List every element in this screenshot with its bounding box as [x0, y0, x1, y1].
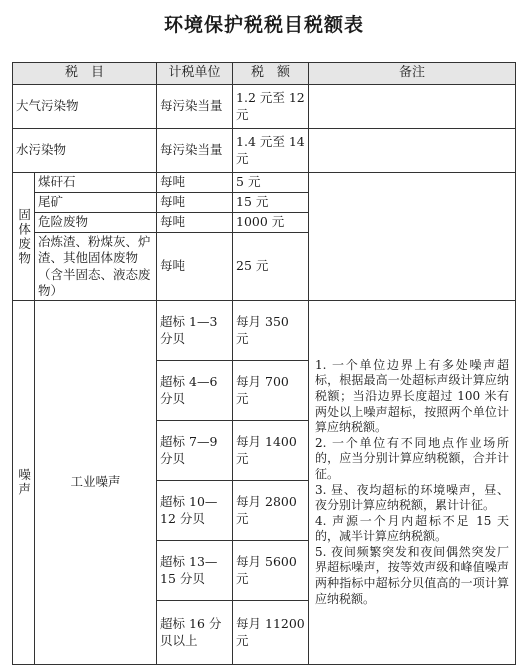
noise-unit: 超标 13—15 分贝 [157, 541, 233, 601]
noise-unit: 超标 10—12 分贝 [157, 481, 233, 541]
solid-unit: 每吨 [157, 213, 233, 233]
note-item: 3. 昼、夜均超标的环境噪声，昼、夜分别计算应纳税额，累计计征。 [315, 482, 510, 513]
water-unit: 每污染当量 [157, 129, 233, 173]
table-header-row [13, 63, 516, 85]
table-row [13, 129, 516, 173]
noise-amount: 每月 700 元 [233, 361, 309, 421]
solid-name: 危险废物 [35, 213, 157, 233]
noise-unit: 超标 1—3 分贝 [157, 301, 233, 361]
header-amount: 税 额 [233, 63, 309, 85]
table-row [13, 301, 516, 361]
water-remark [309, 129, 516, 173]
solid-category: 固体废物 [16, 207, 32, 266]
solid-amount: 15 元 [233, 193, 309, 213]
noise-notes [309, 301, 516, 665]
noise-amount: 每月 11200 元 [233, 601, 309, 665]
water-name: 水污染物 [13, 129, 157, 173]
solid-amount: 5 元 [233, 173, 309, 193]
noise-amount: 每月 350 元 [233, 301, 309, 361]
noise-category: 噪声 [16, 468, 32, 497]
page-title: 环境保护税税目税额表 [163, 14, 364, 36]
noise-sub: 工业噪声 [35, 301, 157, 665]
solid-remark [309, 173, 516, 301]
solid-amount: 1000 元 [233, 213, 309, 233]
header-item: 税 目 [13, 63, 157, 85]
note-item: 4. 声源一个月内超标不足 15 天的，减半计算应纳税额。 [315, 513, 510, 544]
noise-unit: 超标 16 分贝以上 [157, 601, 233, 665]
solid-category-cell [13, 173, 35, 301]
table-row [13, 173, 516, 193]
noise-amount: 每月 1400 元 [233, 421, 309, 481]
air-name: 大气污染物 [13, 85, 157, 129]
solid-unit: 每吨 [157, 233, 233, 301]
noise-amount: 每月 5600 元 [233, 541, 309, 601]
solid-unit: 每吨 [157, 193, 233, 213]
table-row [13, 85, 516, 129]
air-unit: 每污染当量 [157, 85, 233, 129]
tax-table [12, 62, 516, 665]
noise-category-cell [13, 301, 35, 665]
note-item: 5. 夜间频繁突发和夜间偶然突发厂界超标噪声，按等效声级和峰值噪声两种指标中超标分贝值高的一项计算应纳税额。 [315, 544, 510, 606]
air-amount: 1.2 元至 12 元 [233, 85, 309, 129]
solid-amount: 25 元 [233, 233, 309, 301]
solid-name: 煤矸石 [35, 173, 157, 193]
header-remark: 备注 [309, 63, 516, 85]
note-item: 2. 一个单位有不同地点作业场所的，应当分别计算应纳税额，合并计征。 [315, 435, 510, 481]
air-remark [309, 85, 516, 129]
noise-unit: 超标 4—6 分贝 [157, 361, 233, 421]
solid-name: 冶炼渣、粉煤灰、炉渣、其他固体废物（含半固态、液态废物） [35, 233, 157, 301]
solid-name: 尾矿 [35, 193, 157, 213]
water-amount: 1.4 元至 14 元 [233, 129, 309, 173]
solid-unit: 每吨 [157, 173, 233, 193]
noise-unit: 超标 7—9 分贝 [157, 421, 233, 481]
note-item: 1. 一个单位边界上有多处噪声超标，根据最高一处超标声级计算应纳税额；当沿边界长度超过 100 米有两处以上噪声超标，按照两个单位计算应纳税额。 [315, 357, 510, 435]
header-unit: 计税单位 [157, 63, 233, 85]
noise-amount: 每月 2800 元 [233, 481, 309, 541]
